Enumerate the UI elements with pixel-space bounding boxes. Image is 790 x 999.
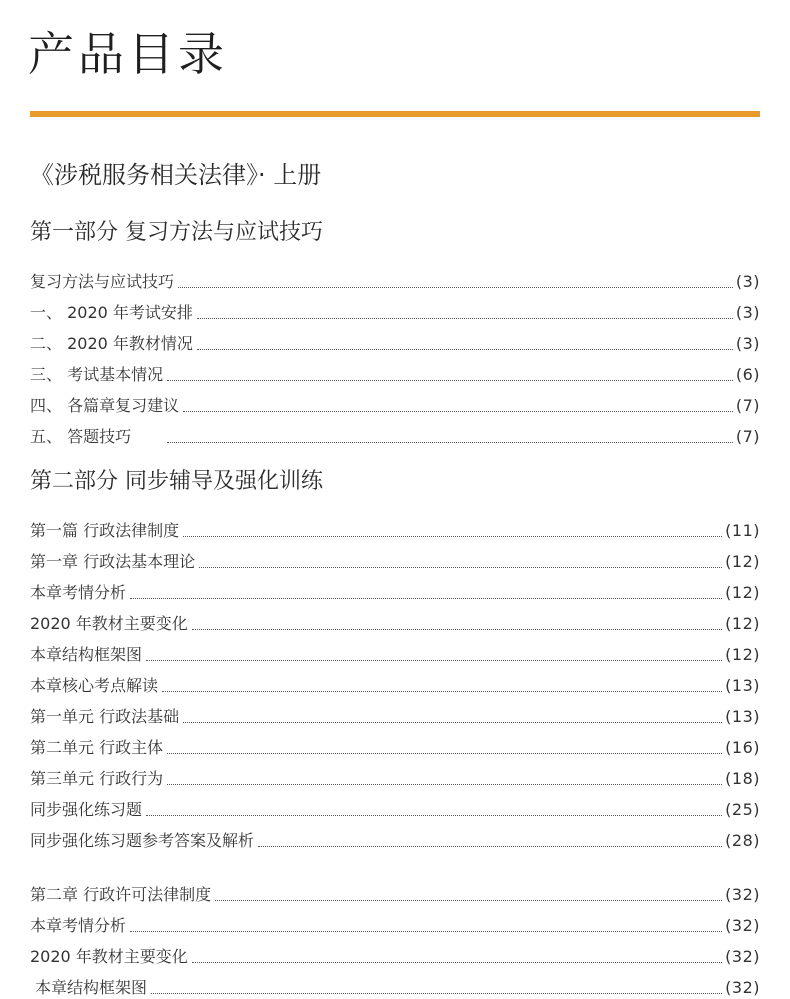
toc-entry-label: 本章考情分析 [30, 583, 127, 602]
dot-leader [167, 753, 722, 754]
book-title: 《涉税服务相关法律》· 上册 [30, 161, 322, 189]
toc-entry-label: 本章核心考点解读 [30, 676, 159, 695]
toc-entry-page: (13) [725, 676, 760, 695]
toc-entry-label: 三、 考试基本情况 [30, 365, 164, 384]
page-title: 产品目录 [28, 27, 228, 81]
toc-entry[interactable] [30, 573, 760, 604]
toc-entry-label: 第一单元 行政法基础 [30, 707, 180, 726]
dot-leader [183, 536, 722, 537]
toc-entry[interactable] [30, 759, 760, 790]
dot-leader [167, 784, 722, 785]
toc-entry[interactable] [30, 906, 760, 937]
toc-entry-label: 第一篇 行政法律制度 [30, 521, 180, 540]
toc-entry[interactable] [30, 968, 760, 999]
toc-entry-page: (16) [725, 738, 760, 757]
part-one-list [30, 262, 760, 448]
part-two-list [30, 511, 760, 852]
toc-entry[interactable] [30, 293, 760, 324]
toc-entry[interactable] [30, 511, 760, 542]
toc-entry-page: (12) [725, 645, 760, 664]
dot-leader [183, 411, 733, 412]
dot-leader [199, 567, 722, 568]
dot-leader [215, 900, 722, 901]
toc-entry-page: (7) [735, 396, 760, 415]
dot-leader [130, 598, 722, 599]
dot-leader [192, 962, 722, 963]
toc-entry[interactable] [30, 324, 760, 355]
toc-entry-label: 本章结构框架图 [35, 978, 148, 997]
toc-entry-page: (28) [725, 831, 760, 850]
toc-entry-label: 2020 年教材主要变化 [30, 614, 188, 633]
dot-leader [162, 691, 722, 692]
toc-entry[interactable] [30, 666, 760, 697]
toc-entry-page: (12) [725, 552, 760, 571]
toc-entry-page: (3) [735, 303, 760, 322]
dot-leader [151, 993, 722, 994]
dot-leader [167, 442, 733, 443]
toc-entry[interactable] [30, 937, 760, 968]
toc-entry[interactable] [30, 821, 760, 852]
toc-entry[interactable] [30, 604, 760, 635]
toc-entry-page: (3) [735, 272, 760, 291]
toc-entry[interactable] [30, 417, 760, 448]
toc-entry-label: 第三单元 行政行为 [30, 769, 164, 788]
dot-leader [167, 380, 733, 381]
toc-entry-label: 四、 各篇章复习建议 [30, 396, 180, 415]
toc-entry-page: (25) [725, 800, 760, 819]
toc-entry-page: (7) [735, 427, 760, 446]
dot-leader [178, 287, 733, 288]
toc-entry[interactable] [30, 875, 760, 906]
toc-entry-page: (32) [725, 916, 760, 935]
toc-entry-page: (32) [725, 978, 760, 997]
title-divider [30, 111, 760, 117]
toc-entry-label: 同步强化练习题 [30, 800, 143, 819]
toc-entry-label: 本章考情分析 [30, 916, 127, 935]
toc-entry-page: (12) [725, 583, 760, 602]
dot-leader [197, 349, 733, 350]
toc-entry[interactable] [30, 542, 760, 573]
toc-entry[interactable] [30, 355, 760, 386]
dot-leader [183, 722, 722, 723]
dot-leader [197, 318, 733, 319]
toc-entry[interactable] [30, 262, 760, 293]
chapter-two-list [30, 875, 760, 999]
dot-leader [130, 931, 722, 932]
toc-entry-label: 五、 答题技巧 [30, 427, 132, 446]
toc-entry-label: 2020 年教材主要变化 [30, 947, 188, 966]
toc-entry-label: 第二章 行政许可法律制度 [30, 885, 212, 904]
part-two-heading: 第二部分 同步辅导及强化训练 [30, 469, 323, 494]
part-one-heading: 第一部分 复习方法与应试技巧 [30, 220, 323, 245]
toc-entry[interactable] [30, 386, 760, 417]
toc-entry[interactable] [30, 728, 760, 759]
toc-entry[interactable] [30, 790, 760, 821]
dot-leader [192, 629, 722, 630]
toc-entry-page: (11) [725, 521, 760, 540]
toc-entry-page: (32) [725, 885, 760, 904]
toc-entry-page: (12) [725, 614, 760, 633]
toc-entry-page: (13) [725, 707, 760, 726]
toc-entry-page: (6) [735, 365, 760, 384]
dot-leader [258, 846, 722, 847]
toc-entry-page: (32) [725, 947, 760, 966]
toc-entry-label: 本章结构框架图 [30, 645, 143, 664]
toc-entry-page: (18) [725, 769, 760, 788]
toc-entry[interactable] [30, 697, 760, 728]
toc-entry-label: 第一章 行政法基本理论 [30, 552, 196, 571]
toc-entry[interactable] [30, 635, 760, 666]
dot-leader [146, 815, 722, 816]
toc-entry-label: 复习方法与应试技巧 [30, 272, 175, 291]
toc-entry-page: (3) [735, 334, 760, 353]
toc-entry-label: 第二单元 行政主体 [30, 738, 164, 757]
toc-entry-label: 一、 2020 年考试安排 [30, 303, 193, 322]
dot-leader [146, 660, 722, 661]
toc-entry-label: 同步强化练习题参考答案及解析 [30, 831, 255, 850]
toc-entry-label: 二、 2020 年教材情况 [30, 334, 193, 353]
